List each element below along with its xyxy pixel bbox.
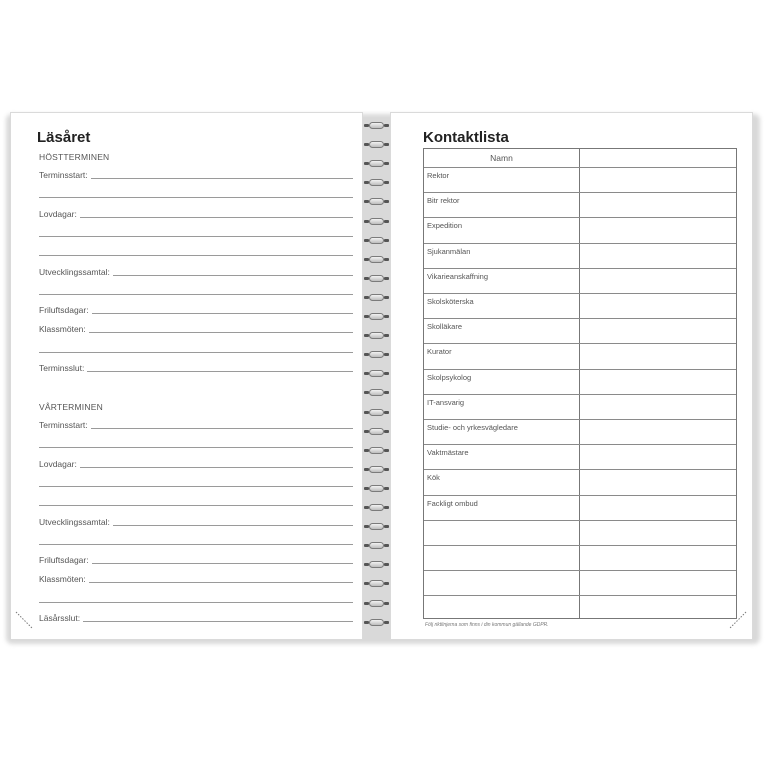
autumn-class-meetings-label: Klassmöten:	[39, 324, 89, 334]
left-page	[10, 112, 363, 640]
contact-role-label: Skolpsykolog	[427, 372, 472, 382]
spiral-coil	[363, 256, 390, 265]
table-row[interactable]	[424, 217, 736, 218]
contact-role-label: Expedition	[427, 221, 463, 231]
spiral-coil	[363, 122, 390, 131]
table-row[interactable]	[424, 570, 736, 571]
gdpr-footnote: Följ riktlinjerna som finns i din kommun gällande GDPR.	[425, 622, 549, 628]
autumn-term-start-label: Terminsstart:	[39, 170, 91, 180]
spiral-coil	[363, 141, 390, 150]
spiral-coil	[363, 218, 390, 227]
write-line[interactable]	[39, 486, 353, 487]
contact-table	[423, 148, 737, 619]
spiral-coil	[363, 294, 390, 303]
write-line[interactable]	[39, 602, 353, 603]
contact-role-label: Vikarieanskaffning	[427, 271, 489, 281]
corner-perforation-icon	[729, 611, 747, 629]
write-line[interactable]	[39, 217, 353, 218]
page-title-lasaret: Läsåret	[37, 129, 91, 146]
column-divider	[579, 149, 580, 618]
spiral-coil	[363, 504, 390, 513]
contact-role-label: IT-ansvarig	[427, 397, 465, 407]
write-line[interactable]	[39, 544, 353, 545]
spiral-coil	[363, 619, 390, 628]
write-line[interactable]	[39, 447, 353, 448]
table-row[interactable]	[424, 495, 736, 496]
spiral-coil	[363, 600, 390, 609]
autumn-term-heading: HÖSTTERMINEN	[39, 152, 110, 162]
corner-perforation-icon	[15, 611, 33, 629]
spring-term-start-label: Terminsstart:	[39, 420, 91, 430]
spiral-coil	[363, 561, 390, 570]
contact-role-label: Kök	[427, 473, 440, 483]
table-row[interactable]	[424, 369, 736, 370]
spiral-coil	[363, 370, 390, 379]
spiral-coil	[363, 466, 390, 475]
contact-role-label: Rektor	[427, 171, 450, 180]
column-header-name: Namn	[490, 153, 513, 163]
spiral-coil	[363, 160, 390, 169]
contact-role-label: Skolläkare	[427, 322, 463, 332]
autumn-holidays-label: Lovdagar:	[39, 209, 80, 219]
spiral-coil	[363, 542, 390, 551]
table-row[interactable]	[424, 419, 736, 420]
spiral-coil	[363, 523, 390, 532]
spiral-coil	[363, 351, 390, 360]
table-row[interactable]	[424, 318, 736, 319]
spiral-coil	[363, 447, 390, 456]
spiral-coil	[363, 332, 390, 341]
table-row[interactable]	[424, 192, 736, 193]
right-page	[390, 112, 753, 640]
spiral-coil	[363, 198, 390, 207]
table-row[interactable]	[424, 444, 736, 445]
table-row[interactable]	[424, 268, 736, 269]
spiral-coil	[363, 485, 390, 494]
write-line[interactable]	[39, 255, 353, 256]
write-line[interactable]	[39, 621, 353, 622]
write-line[interactable]	[39, 197, 353, 198]
spring-class-meetings-label: Klassmöten:	[39, 574, 89, 584]
spiral-coil	[363, 580, 390, 589]
spiral-coil	[363, 409, 390, 418]
spring-dev-talk-label: Utvecklingssamtal:	[39, 517, 113, 527]
spiral-coil	[363, 313, 390, 322]
contact-role-label: Skolsköterska	[427, 297, 474, 306]
spring-outdoor-days-label: Friluftsdagar:	[39, 555, 92, 565]
contact-role-label: Fackligt ombud	[427, 498, 478, 508]
table-row[interactable]	[424, 469, 736, 470]
spring-holidays-label: Lovdagar:	[39, 459, 80, 469]
table-row[interactable]	[424, 167, 736, 168]
autumn-term-end-label: Terminsslut:	[39, 363, 87, 373]
write-line[interactable]	[39, 294, 353, 295]
autumn-outdoor-days-label: Friluftsdagar:	[39, 305, 92, 315]
contact-role-label: Studie- och yrkesvägledare	[427, 423, 518, 432]
write-line[interactable]	[39, 467, 353, 468]
contact-role-label: Bitr rektor	[427, 196, 460, 206]
spiral-coil	[363, 237, 390, 246]
spiral-coil	[363, 179, 390, 188]
spiral-coil	[363, 428, 390, 437]
spiral-coil	[363, 389, 390, 398]
contact-role-label: Sjukanmälan	[427, 246, 471, 256]
spiral-binding	[363, 118, 390, 638]
table-row[interactable]	[424, 293, 736, 294]
year-end-label: Läsårsslut:	[39, 613, 83, 623]
write-line[interactable]	[39, 352, 353, 353]
contact-role-label: Vaktmästare	[427, 448, 469, 458]
autumn-dev-talk-label: Utvecklingssamtal:	[39, 267, 113, 277]
table-row[interactable]	[424, 545, 736, 546]
table-row[interactable]	[424, 520, 736, 521]
spring-term-heading: VÅRTERMINEN	[39, 402, 103, 412]
spiral-coil	[363, 275, 390, 284]
table-row[interactable]	[424, 394, 736, 395]
contact-role-label: Kurator	[427, 347, 452, 357]
page-title-kontaktlista: Kontaktlista	[423, 129, 509, 146]
table-row[interactable]	[424, 595, 736, 596]
write-line[interactable]	[39, 236, 353, 237]
table-row[interactable]	[424, 243, 736, 244]
table-row[interactable]	[424, 343, 736, 344]
write-line[interactable]	[39, 505, 353, 506]
